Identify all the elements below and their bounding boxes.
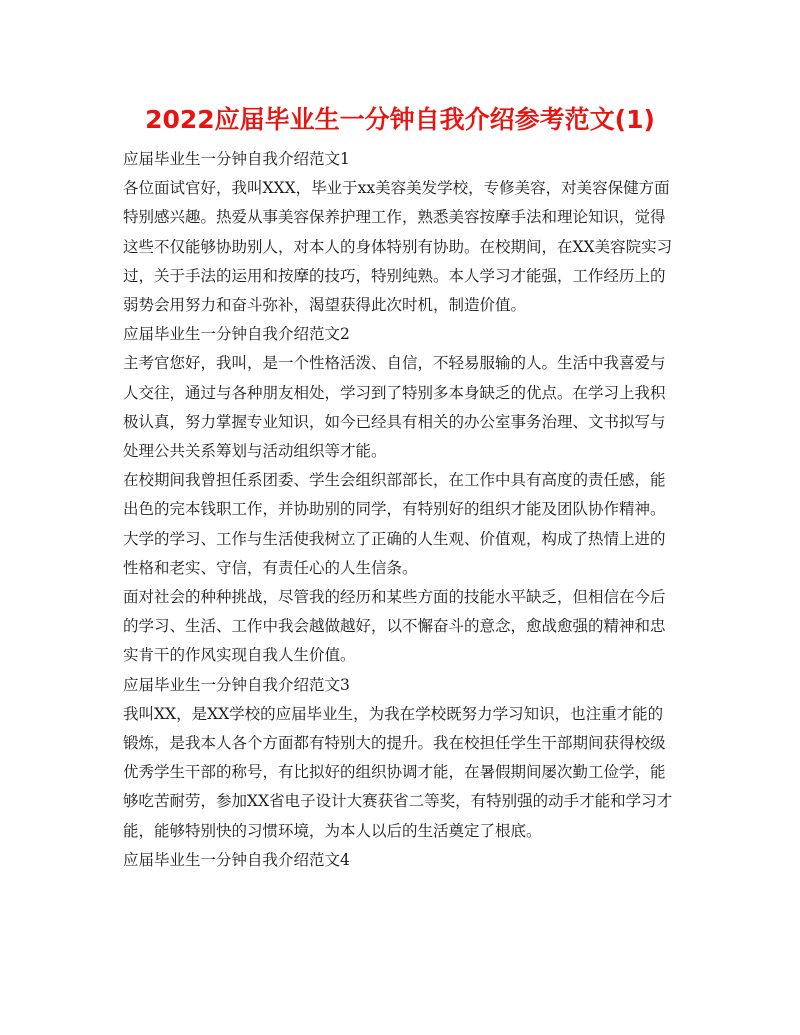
paragraph: 在校期间我曾担任系团委、学生会组织部部长，在工作中具有高度的责任感，能出色的完本钱职工作，并协助别的同学，有特别好的组织才能及团队协作精神。大学的学习、工作与生活使我树立了正确的人生观、价值观，构成了热情上进的性格和老实、守信，有责任心的人生信条。	[123, 471, 666, 577]
section-heading-2: 应届毕业生一分钟自我介绍范文2	[123, 325, 350, 344]
paragraph: 面对社会的种种挑战，尽管我的经历和某些方面的技能水平缺乏，但相信在今后的学习、生活、工作中我会越做越好，以不懈奋斗的意念，愈战愈强的精神和忠实肯干的作风实现自我人生价值。	[123, 588, 666, 665]
paragraph: 主考官您好，我叫，是一个性格活泼、自信，不轻易服输的人。生活中我喜爱与人交往，通过与各种朋友相处，学习到了特别多本身缺乏的优点。在学习上我积极认真，努力掌握专业知识，如今已经具有相关的办公室事务治理、文书拟写与处理公共关系筹划与活动组织等才能。	[123, 354, 666, 461]
section-heading-1: 应届毕业生一分钟自我介绍范文1	[123, 150, 350, 168]
paragraph: 我叫XX，是XX学校的应届毕业生，为我在学校既努力学习知识，也注重才能的锻炼，是我本人各个方面都有特别大的提升。我在校担任学生干部期间获得校级优秀学生干部的称号，有比拟好的组织协调才能，在暑假期间屡次勤工俭学，能够吃苦耐劳，参加XX省电子设计大赛获省二等奖，有特别强的动手才能和学习才能，能够特别快的习惯环境，为本人以后的生活奠定了根底。	[123, 704, 673, 840]
document-body	[123, 145, 678, 875]
section-heading-4: 应届毕业生一分钟自我介绍范文4	[123, 850, 350, 869]
paragraph: 各位面试官好，我叫XXX，毕业于xx美容美发学校，专修美容，对美容保健方面特别感兴趣。热爱从事美容保养护理工作，熟悉美容按摩手法和理论知识，觉得这些不仅能够协助别人，对本人的身体特别有协助。在校期间，在XX美容院实习过，关于手法的运用和按摩的技巧，特别纯熟。本人学习才能强，工作经历上的弱势会用努力和奋斗弥补，渴望获得此次时机，制造价值。	[123, 179, 673, 315]
document-title: 2022应届毕业生一分钟自我介绍参考范文(1)	[145, 105, 655, 134]
section-heading-3: 应届毕业生一分钟自我介绍范文3	[123, 675, 350, 694]
